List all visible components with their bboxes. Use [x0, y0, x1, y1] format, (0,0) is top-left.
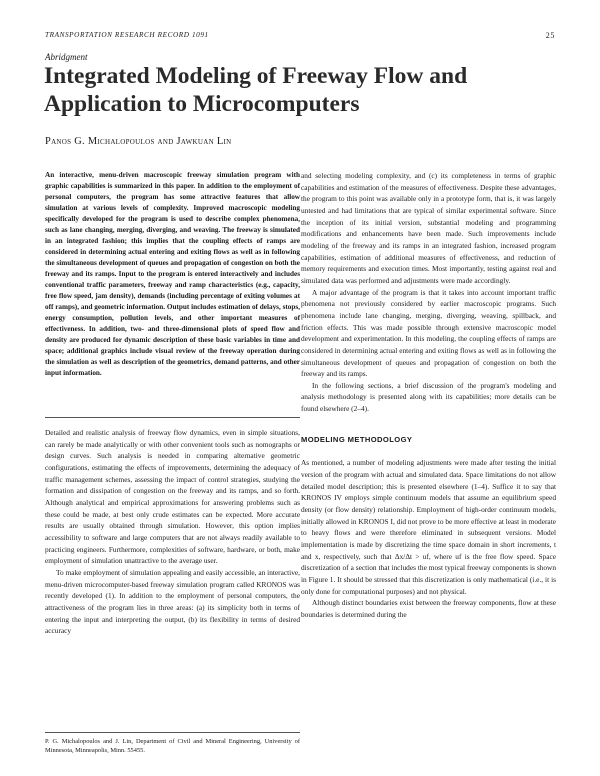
body-paragraph-5: In the following sections, a brief discussion of the program's modeling and analysis methodology is presented along with its capabilities; more details can be found elsewhere (2–4). — [301, 380, 556, 414]
left-column — [45, 170, 300, 637]
journal-name: TRANSPORTATION RESEARCH RECORD 1091 — [45, 31, 209, 39]
body-paragraph-3: and selecting modeling complexity, and (c) its completeness in terms of graphic capabilities and estimation of the measures of effectiveness. Despite these advantages, the program to this point was available only in a prototype form, that is, it was largely untested and had limitations that are typical of similar experimental software. Since the inception of its initial version, substantial modeling and programming modifications and enhancements have been made. Such improvements include modeling of the freeway and its ramps in an integrated fashion, increased program capabilities, estimation of additional measures of effectiveness, and reduction of memory requirements and execution times. Most importantly, testing against real and simulated data was performed and adjustments were made accordingly. — [301, 171, 556, 285]
author-line: Panos G. Michalopoulos and Jawkuan Lin — [45, 136, 232, 147]
abstract: An interactive, menu-driven macroscopic freeway simulation program with graphic capabilities is summarized in this paper. In addition to the employment of personal computers, the program has some attractive features that allow simulation at various levels of complexity. Improved macroscopic modeling specifically developed for the program is used to describe complex phenomena, such as lane changing, merging, diverging, and weaving. The freeway is simulated in an integrated fashion; this implies that the coupling effects of ramps are considered in determining actual entering and exiting flows as well as in following the simultaneous development of queues and propagation of congestion on both the freeway and its ramps. Input to the program is entered interactively and includes conventional traffic parameters, freeway and ramp characteristics (e.g., capacity, free flow speed, jam density), demands (including percentage of exiting volumes at off ramps), and geometric information. Output includes estimation of delays, stops, energy consumption, pollution levels, and other important measures of effectiveness. In addition, two- and three-dimensional plots of speed flow and density are produced for dynamic description of these basic variables in time and space; additional graphics include visual review of the freeway operation during the simulation as well as description of the geometrics, demand patterns, and other input information. — [45, 171, 300, 377]
right-column — [301, 170, 556, 621]
article-category: Abridgment — [45, 52, 88, 62]
section-heading: MODELING METHODOLOGY — [301, 434, 413, 444]
running-head — [45, 31, 555, 39]
article-title: Integrated Modeling of Freeway Flow and Application to Microcomputers — [44, 63, 468, 117]
body-paragraph-4: A major advantage of the program is that it takes into account important traffic phenomena not previously considered by earlier macroscopic programs. Such phenomena include lane changing, merging, diverging, weaving, spillback, and friction effects. This was made possible through extensive macroscopic model development and experimentation. In this modeling, the coupling effects of ramps are considered in determining actual entering and exiting flows as well as in following the simultaneous development of queues and propagation of congestion on both the freeway and its ramps. — [301, 287, 556, 379]
footnote-divider — [45, 732, 300, 733]
body-paragraph-6: As mentioned, a number of modeling adjustments were made after testing the initial version of the program with actual and simulated data. Space limitations do not allow detailed model description; this is presented elsewhere (1–4). Suffice it to say that KRONOS IV employs simple continuum models that assume an equilibrium speed density (or flow density) relationship. Employment of high-order continuum models, initially allowed in KRONOS I, did not prove to be more effective at least in moderate to heavy flows and were therefore eliminated in subsequent versions. Model implementation is made by discretizing the time space domain in short increments, t and x, respectively, such that Δx/Δt > uf, where uf is the free flow speed. Space discretization of a section that includes the most typical freeway components is shown in Figure 1. It should be stressed that this discretization is only mathematical (i.e., it is only done for computational purposes) and not physical. — [301, 458, 556, 596]
page-number: 25 — [545, 31, 555, 40]
body-paragraph-1: Detailed and realistic analysis of freeway flow dynamics, even in simple situations, can rarely be made analytically or with other convenient tools such as nomographs or design curves. Such analysis is needed in comparing alternative geometric configurations, estimating the effects of improvements, determining the adequacy of traffic management schemes, assessing the impact of control strategies, studying the formation and dissipation of congestion on the freeway and its ramps, and so forth. Although analytical and empirical approximations for answering problems such as these could be made, at best only crude estimates can be expected. More accurate results are usually obtained through simulation. However, this option implies accessibility to software and large computers that are not always readily available to practicing engineers. Furthermore, complexities of software, hardware, or both, make employment of simulation unattractive to the average user. — [45, 428, 300, 566]
abstract-divider — [45, 417, 300, 418]
body-paragraph-2: To make employment of simulation appealing and easily accessible, an interactive, menu-driven microcomputer-based freeway simulation program called KRONOS was recently developed (1). In addition to the employment of personal computers, the attractiveness of the program lies in three areas: (a) its simplicity both in terms of entering the input and interpreting the output, (b) its flexibility in terms of desired accuracy — [45, 567, 300, 636]
body-paragraph-7: Although distinct boundaries exist between the freeway components, flow at these boundaries is determined during the — [301, 598, 556, 619]
author-affiliation-footnote: P. G. Michalopoulos and J. Lin, Department of Civil and Mineral Engineering, University of Minnesota, Minneapolis, Minn. 55455. — [45, 738, 300, 754]
